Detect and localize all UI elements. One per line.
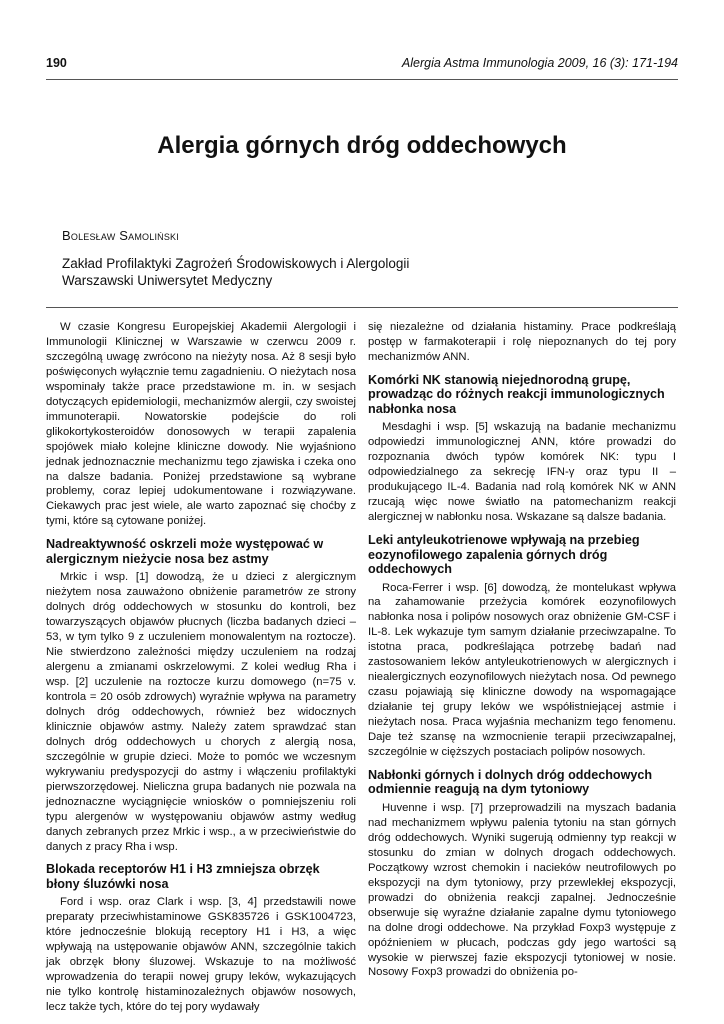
journal-citation: Alergia Astma Immunologia 2009, 16 (3): 171-194 [401, 56, 678, 70]
intro-paragraph: W czasie Kongresu Europejskiej Akademii Alergologii i Immunologii Klinicznej w Warszawie w czerwcu 2009 r. szczególną uwagę zwrócono na nieżyty nosa. Aż 8 sesji było poświęconych wyłącznie temu zagadnieniu. O nieżytach nosa wspominały także prace przedstawione m. in. w sesjach dotyczących epidemiologii, mechanizmów alergii, czy swoistej immunoterapii. Nowatorskie podejście do roli glikokortykosteroidów donosowych w terapii zapalenia spojówek miało kolejne kliniczne dowody. Nie wyjaśniono jednak jednoznacznie mechanizmu tego zjawiska i czeka ono na dalsze badania. Poniżej przedstawione są wybrane problemy, coraz lepiej udokumentowane i rozwiązywane. Ciekawych prac jest wiele, ale warto zapoznać się choćby z tymi, które są cytowane poniżej. [46, 321, 356, 528]
header-rule [46, 79, 678, 80]
section-paragraph: Mrkic i wsp. [1] dowodzą, że u dzieci z alergicznym nieżytem nosa zauważono obniżenie parametrów ze strony dolnych dróg oddechowych w stosunku do kontroli, bez towarzyszących objawów płucnych (liczba badanych dzieci – 53, w tym tylko 9 z uczuleniem monowalentym na roztocze). Nie stwierdzono zależności między uczuleniem na rodzaj alergenu a zmianami oskrzelowymi. Z kolei według Rha i wsp. [2] uczulenie na roztocze kurzu domowego (n=75 v. kontrola = 20 osób zdrowych) wyraźnie wpływa na parametry dolnych dróg oddechowych, również bez widocznych klinicznie objawów astmy. Należy zatem sprawdzać stan dolnych dróg oddechowych u chorych z alergią nosa, szczególnie w grupie dzieci. Może to pomóc we wczesnym wykrywaniu predyspozycji do astmy i włączeniu profilaktyki pierwszorzędowej. Nieliczna grupa badanych nie pozwala na jednoznaczne wyciągnięcie wniosków o pomniejszeniu roli typu alergenów w występowaniu objawów astmy według danych zebranych przez Mrkic i wsp., a w przeciwieństwie do danych z pracy Rha i wsp. [46, 571, 356, 853]
section-heading: Nabłonki górnych i dolnych dróg oddechowych odmiennie reagują na dym tytoniowy [368, 767, 653, 797]
left-column [46, 320, 356, 1015]
section-heading: Komórki NK stanowią niejednorodną grupę, prowadząc do różnych reakcji immunologicznych nabłonka nosa [368, 372, 665, 416]
running-header [46, 56, 678, 76]
section-heading: Leki antyleukotrienowe wpływają na przebieg eozynofilowego zapalenia górnych dróg oddechowych [368, 533, 640, 577]
section-heading: Blokada receptorów H1 i H3 zmniejsza obrzęk błony śluzówki nosa [46, 862, 320, 891]
article-title: Alergia górnych dróg oddechowych [157, 132, 567, 159]
continued-paragraph: się niezależne od działania histaminy. Prace podkreślają postęp w farmakoterapii i rolę niepoznanych do tej pory mechanizmów ANN. [368, 321, 676, 363]
page-number: 190 [46, 56, 67, 70]
affiliation [62, 255, 409, 289]
abstract-rule [46, 307, 678, 308]
section-paragraph: Roca-Ferrer i wsp. [6] dowodzą, że montelukast wpływa na zahamowanie przeżycia komórek eozynofilowych nabłonka nosa i polipów nosowych oraz obniżenie GM-CSF i IL-8. Lek wykazuje tym samym działanie przeciwzapalne. To istotna praca, podkreślająca potrzebę badań nad zastosowaniem leków antyleukotrienowych w alergicznych i niealergicznych eozynofilowych nieżytach nosa. Od pewnego czasu pojawiają się kliniczne dowody na wspomagające działanie tej grupy leków we współistniejącej astmie i nieżytach nosa. Praca wyjaśnia mechanizm tego fenomenu. Daje też szansę na wzmocnienie terapii przeciwzapalnej, szczególnie w cięższych postaciach polipów nosowych. [368, 581, 676, 759]
affiliation-line-1: Zakład Profilaktyki Zagrożeń Środowiskowych i Alergologii [62, 256, 410, 271]
section-paragraph: Mesdaghi i wsp. [5] wskazują na badanie mechanizmu odpowiedzi immunologicznej ANN, które prowadzi do rozpoznania dwóch typów komórek NK: typu I odpowiedzialnego za sekrecję IFN-γ oraz typu II – produkującego IL-4. Badania nad rolą komórek NK w ANN rzucają więc nowe światło na patomechanizm reakcji alergicznej w nabłonku nosa. Wskazane są dalsze badania. [368, 421, 676, 524]
right-column [368, 320, 676, 980]
section-heading: Nadreaktywność oskrzeli może występować w alergicznym nieżycie nosa bez astmy [46, 537, 324, 566]
affiliation-line-2: Warszawski Uniwersytet Medyczny [62, 273, 273, 288]
section-paragraph: Ford i wsp. oraz Clark i wsp. [3, 4] przedstawili nowe preparaty przeciwhistaminowe GSK835726 i GSK1004723, które jednocześnie blokują receptory H1 i H3, a więc wpływają na ustępowanie objawów ANN, szczególnie takich jak obrzęk błony śluzowej. Wskazuje to na możliwość wprowadzenia do terapii nowej grupy leków, wykazujących nie tylko kontrolę histaminozależnych objawów nosowych, lecz także tych, które do tej pory wydawały [46, 896, 356, 1014]
author-name: Bolesław Samoliński [62, 228, 179, 243]
section-paragraph: Huvenne i wsp. [7] przeprowadzili na myszach badania nad mechanizmem wpływu palenia tytoniu na stan górnych dróg oddechowych. Wyniki sugerują odmienny typ reakcji w stosunku do zmian w dolnych drogach oddechowych. Początkowy wzrost chemokin i nacieków neutrofilowych po ekspozycji na dym tytoniowy, przy przewlekłej ekspozycji, prowadzi do obniżenia reakcji zapalnej. Jednocześnie obserwuje się wyraźne działanie zapalne dymu tytoniowego na dolne drogi oddechowe. Na przykład Foxp3 występuje z opóźnieniem w płucach, podczas gdy jego wartości są wysokie w pierwszej fazie ekspozycji tytoniowej w nosie. Nosowy Foxp3 prowadzi do obniżenia po- [368, 801, 676, 979]
